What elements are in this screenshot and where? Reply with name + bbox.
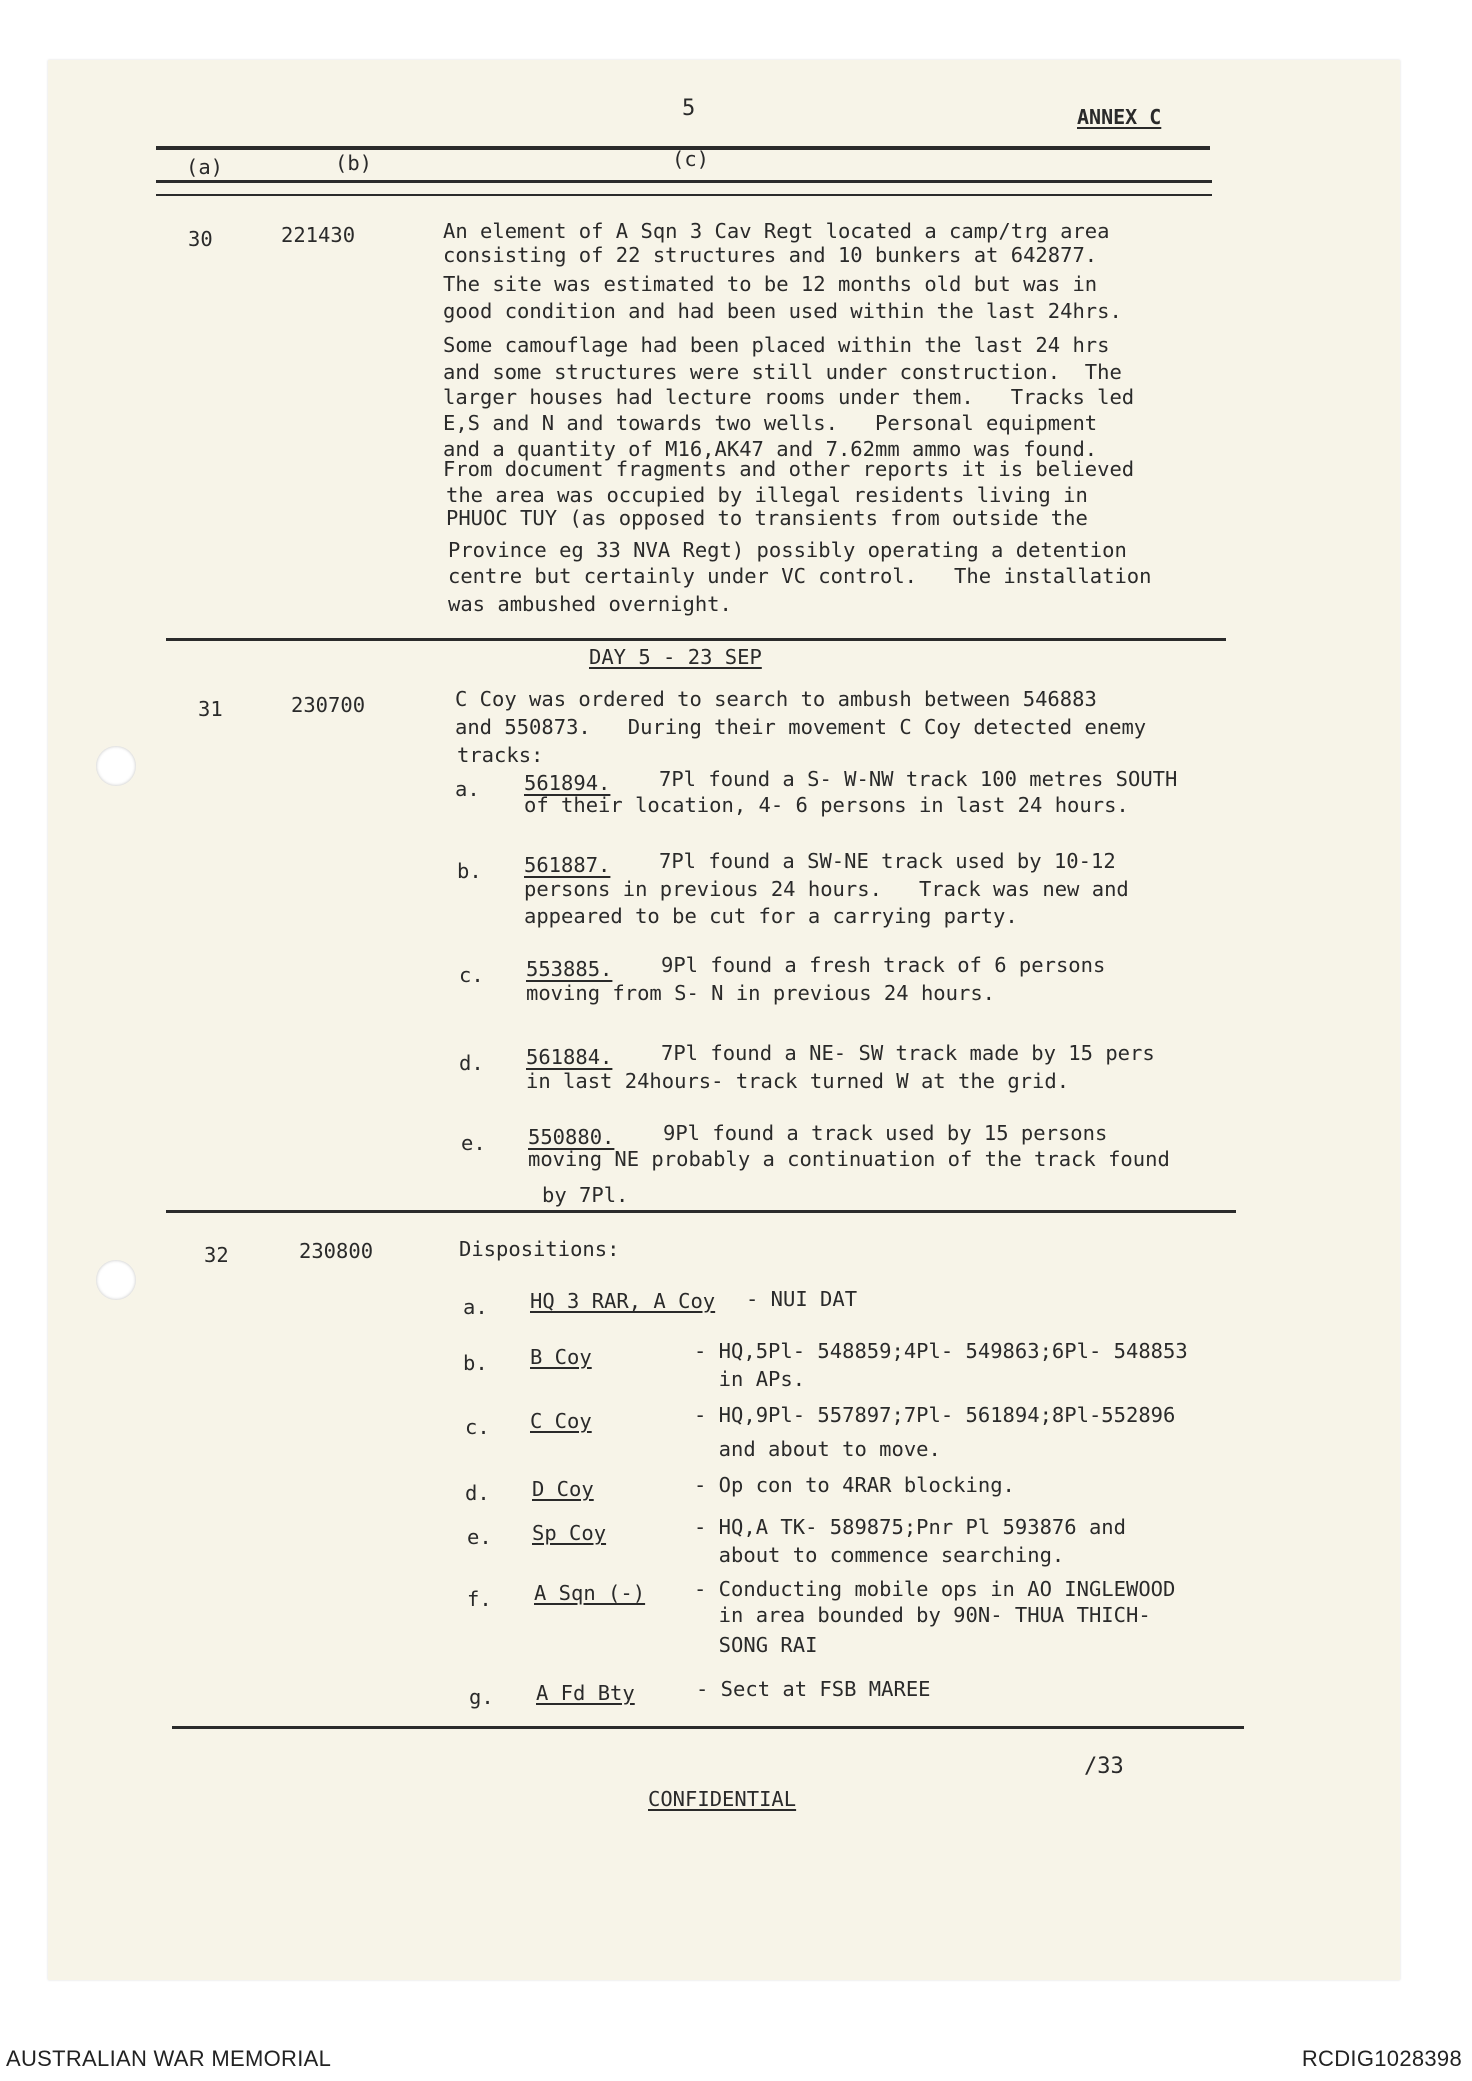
text-line: E,S and N and towards two wells. Personal equipment [443, 411, 1098, 435]
item-letter: f. [467, 1587, 492, 1611]
dispositions-heading: Dispositions: [459, 1237, 620, 1261]
entry-30-time: 221430 [281, 223, 356, 247]
text-line: good condition and had been used within the last 24hrs. [443, 299, 1122, 323]
column-header-a: (a) [186, 155, 224, 179]
footer-record-id: RCDIG1028398 [1301, 2046, 1462, 2071]
item-letter: d. [459, 1051, 484, 1075]
grid-reference: 561884. [526, 1045, 613, 1069]
unit-name: A Sqn (-) [534, 1581, 646, 1605]
item-letter: b. [457, 859, 482, 883]
text-line: - NUI DAT [746, 1287, 858, 1311]
text-line: moving from S- N in previous 24 hours. [526, 981, 995, 1005]
text-line: 7Pl found a NE- SW track made by 15 pers [661, 1041, 1155, 1065]
unit-name: C Coy [530, 1409, 592, 1433]
text-line: C Coy was ordered to search to ambush between 546883 [455, 687, 1097, 711]
entry-30-divider [166, 638, 1226, 641]
punch-hole-upper [96, 746, 136, 786]
item-letter: c. [465, 1415, 490, 1439]
item-letter: a. [455, 777, 480, 801]
text-line: Some camouflage had been placed within the last 24 hrs [443, 333, 1110, 357]
text-line: - Conducting mobile ops in AO INGLEWOOD [694, 1577, 1176, 1601]
text-line: - HQ,A TK- 589875;Pnr Pl 593876 and [694, 1515, 1126, 1539]
unit-name: B Coy [530, 1345, 592, 1369]
classification-label: CONFIDENTIAL [648, 1787, 797, 1811]
text-line: - HQ,5Pl- 548859;4Pl- 549863;6Pl- 548853 [694, 1339, 1188, 1363]
item-letter: g. [469, 1685, 494, 1709]
grid-reference: 553885. [526, 957, 613, 981]
annex-label: ANNEX C [1077, 105, 1162, 129]
text-line: The site was estimated to be 12 months old but was in [443, 272, 1098, 296]
item-letter: c. [459, 963, 484, 987]
entry-31-serial: 31 [198, 697, 223, 721]
text-line: consisting of 22 structures and 10 bunkers at 642877. [443, 243, 1098, 267]
entry-32-divider [172, 1726, 1244, 1729]
text-line: 9Pl found a track used by 15 persons [663, 1121, 1108, 1145]
entry-32-serial: 32 [204, 1243, 229, 1267]
text-line: in area bounded by 90N- THUA THICH- [694, 1603, 1151, 1627]
text-line: - HQ,9Pl- 557897;7Pl- 561894;8Pl-552896 [694, 1403, 1176, 1427]
text-line: in APs. [694, 1367, 806, 1391]
column-header-c: (c) [672, 147, 710, 171]
text-line: and some structures were still under construction. The [443, 360, 1122, 384]
text-line: by 7Pl. [542, 1183, 629, 1207]
text-line: larger houses had lecture rooms under them. Tracks led [443, 385, 1135, 409]
text-line: From document fragments and other reports it is believed [443, 457, 1135, 481]
text-line: - Sect at FSB MAREE [696, 1677, 931, 1701]
punch-hole-lower [96, 1260, 136, 1300]
text-line: 7Pl found a SW-NE track used by 10-12 [659, 849, 1116, 873]
entry-31-divider [166, 1210, 1236, 1213]
text-line: 7Pl found a S- W-NW track 100 metres SOUTH [659, 767, 1178, 791]
item-letter: a. [463, 1295, 488, 1319]
text-line: Province eg 33 NVA Regt) possibly operating a detention [448, 538, 1127, 562]
day-heading: DAY 5 - 23 SEP [589, 645, 762, 669]
entry-30-serial: 30 [188, 227, 213, 251]
unit-name: Sp Coy [532, 1521, 607, 1545]
text-line: - Op con to 4RAR blocking. [694, 1473, 1015, 1497]
text-line: 9Pl found a fresh track of 6 persons [661, 953, 1106, 977]
entry-31-time: 230700 [291, 693, 366, 717]
text-line: tracks: [457, 743, 544, 767]
text-line: appeared to be cut for a carrying party. [524, 904, 1018, 928]
unit-name: A Fd Bty [536, 1681, 635, 1705]
text-line: persons in previous 24 hours. Track was new and [524, 877, 1129, 901]
item-letter: b. [463, 1351, 488, 1375]
text-line: in last 24hours- track turned W at the grid. [526, 1069, 1070, 1093]
text-line: moving NE probably a continuation of the track found [528, 1147, 1170, 1171]
text-line: of their location, 4- 6 persons in last 24 hours. [524, 793, 1129, 817]
footer-source: AUSTRALIAN WAR MEMORIAL [6, 2046, 332, 2071]
grid-reference: 550880. [528, 1125, 615, 1149]
item-letter: e. [461, 1131, 486, 1155]
entry-32-time: 230800 [299, 1239, 374, 1263]
continuation-mark: /33 [1084, 1754, 1124, 1779]
text-line: and 550873. During their movement C Coy detected enemy [455, 715, 1147, 739]
header-double-rule [156, 194, 1212, 196]
item-letter: d. [465, 1481, 490, 1505]
text-line: PHUOC TUY (as opposed to transients from outside the [446, 506, 1088, 530]
column-header-b: (b) [335, 151, 373, 175]
text-line: An element of A Sqn 3 Cav Regt located a camp/trg area [443, 219, 1110, 243]
text-line: was ambushed overnight. [448, 592, 732, 616]
grid-reference: 561894. [524, 771, 611, 795]
unit-name: HQ 3 RAR, A Coy [530, 1289, 716, 1313]
text-line: centre but certainly under VC control. The installation [448, 564, 1152, 588]
item-letter: e. [467, 1525, 492, 1549]
text-line: the area was occupied by illegal residents living in [446, 483, 1088, 507]
page-number-mark: 5 [682, 96, 696, 121]
unit-name: D Coy [532, 1477, 594, 1501]
text-line: and about to move. [694, 1437, 941, 1461]
grid-reference: 561887. [524, 853, 611, 877]
text-line: and a quantity of M16,AK47 and 7.62mm ammo was found. [443, 437, 1098, 461]
text-line: SONG RAI [694, 1633, 818, 1657]
text-line: about to commence searching. [694, 1543, 1065, 1567]
header-bottom-rule [156, 180, 1212, 183]
